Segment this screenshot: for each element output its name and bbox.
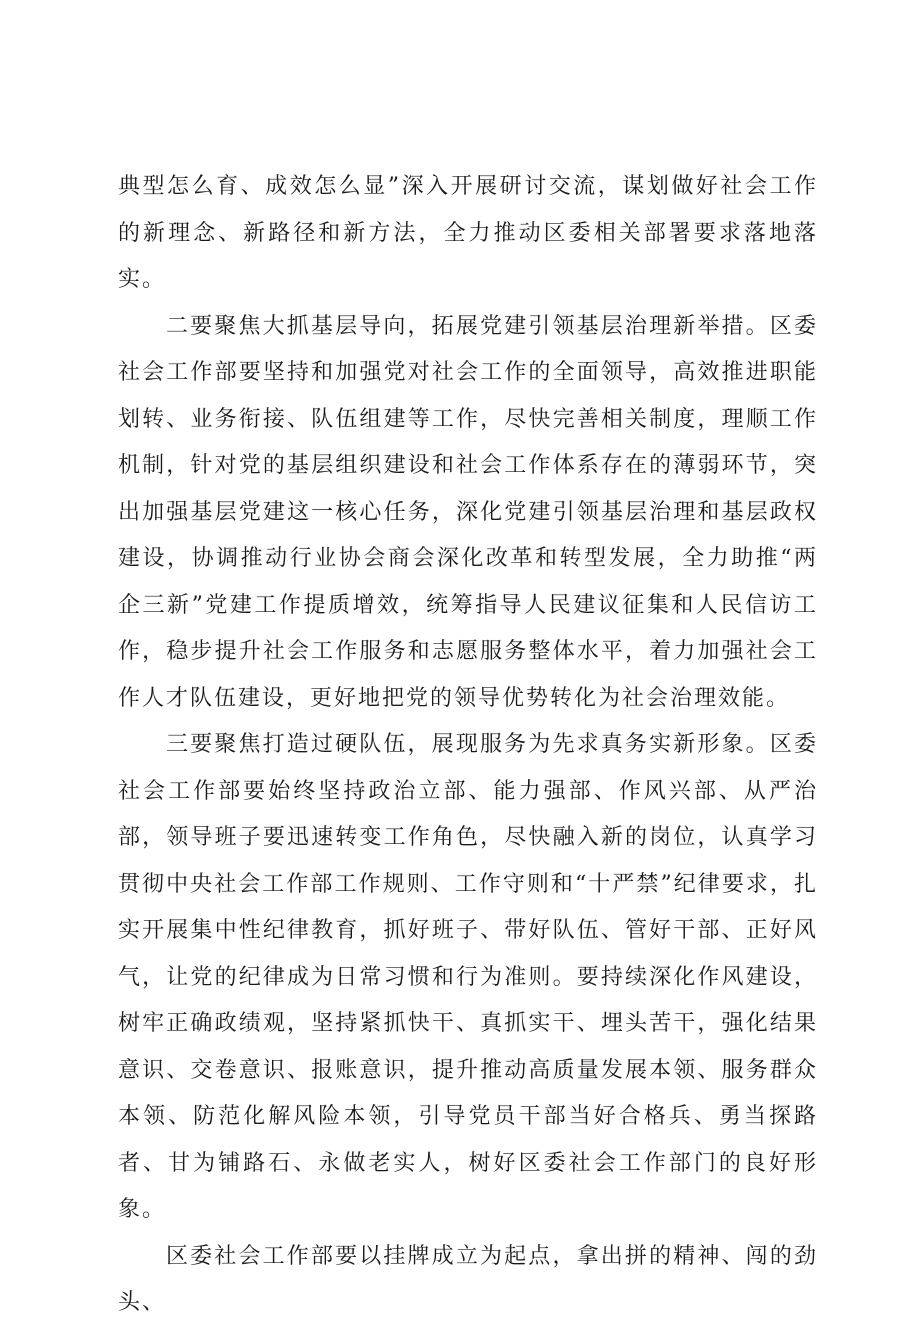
paragraph-team-building: 三要聚焦打造过硬队伍，展现服务为先求真务实新形象。区委社会工作部要始终坚持政治立部、能力强部、作风兴部、从严治部，领导班子要迅速转变工作角色，尽快融入新的岗位，认真学习贯彻中央社会工作部工作规则、工作守则和“十严禁”纪律要求，扎实开展集中性纪律教育，抓好班子、带好队伍、管好干部、正好风气，让党的纪律成为日常习惯和行为准则。要持续深化作风建设，树牢正确政绩观，坚持紧抓快干、真抓实干、埋头苦干，强化结果意识、交卷意识、报账意识，提升推动高质量发展本领、服务群众本领、防范化解风险本领，引导党员干部当好合格兵、勇当探路者、甘为铺路石、永做老实人，树好区委社会工作部门的良好形象。 [118,732,818,1222]
paragraph-closing: 区委社会工作部要以挂牌成立为起点，拿出拼的精神、闯的劲头、 [118,1243,818,1315]
paragraph-grassroots-governance: 二要聚焦大抓基层导向，拓展党建引领基层治理新举措。区委社会工作部要坚持和加强党对社会工作的全面领导，高效推进职能划转、业务衔接、队伍组建等工作，尽快完善相关制度，理顺工作机制，针对党的基层组织建设和社会工作体系存在的薄弱环节，突出加强基层党建这一核心任务，深化党建引领基层治理和基层政权建设，协调推动行业协会商会深化改革和转型发展，全力助推“两企三新”党建工作提质增效，统筹指导人民建议征集和人民信访工作，稳步提升社会工作服务和志愿服务整体水平，着力加强社会工作人才队伍建设，更好地把党的领导优势转化为社会治理效能。 [118,313,818,711]
paragraph-continuation: 典型怎么育、成效怎么显”深入开展研讨交流，谋划做好社会工作的新理念、新路径和新方法，全力推动区委相关部署要求落地落实。 [118,174,818,292]
document-body [118,164,818,1327]
